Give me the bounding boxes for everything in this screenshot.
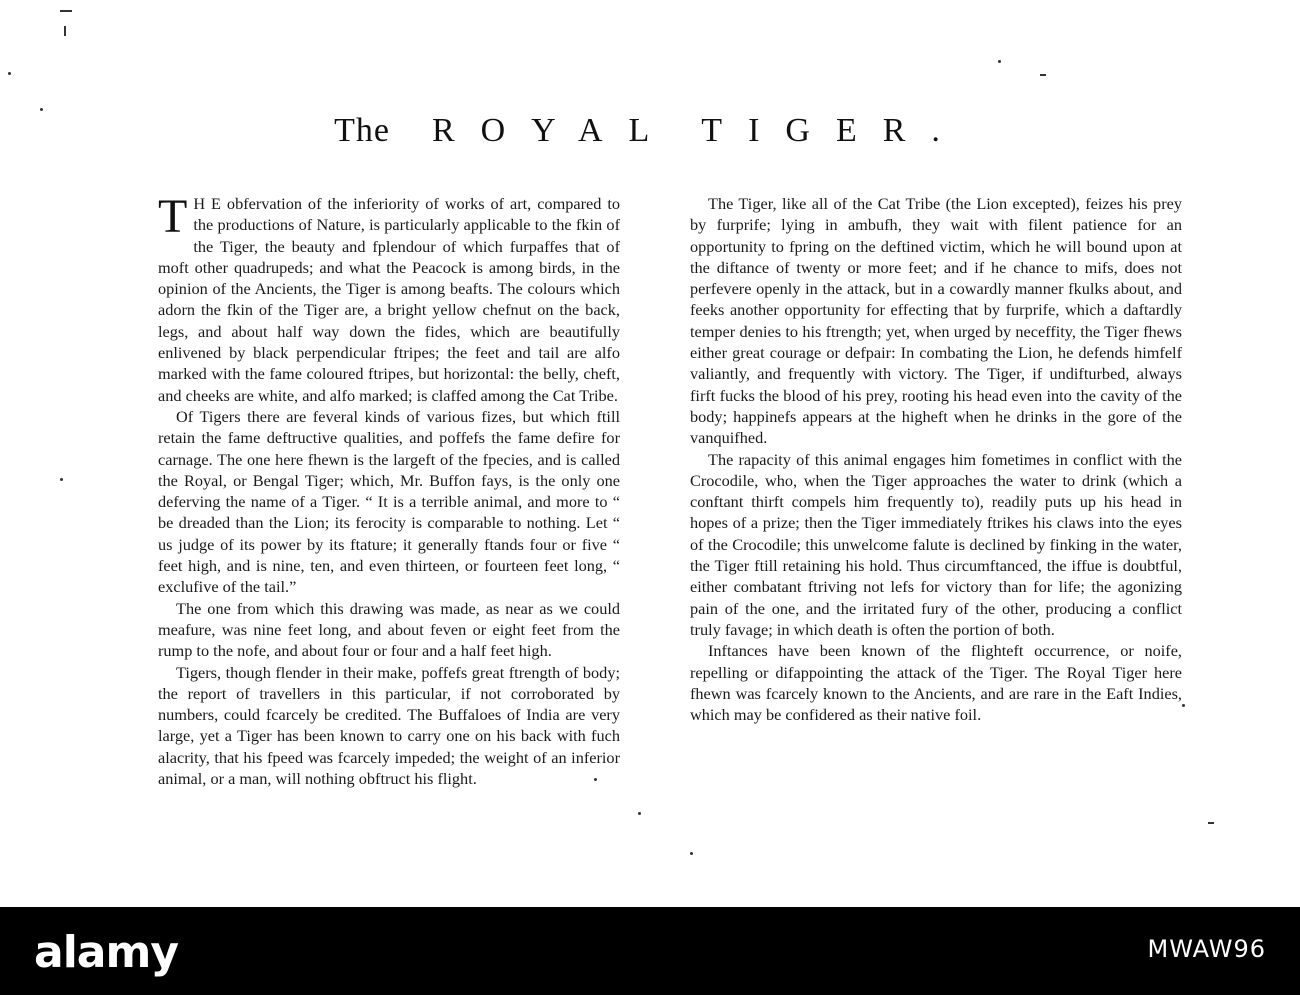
image-id: MWAW96	[1147, 935, 1266, 963]
page-speck	[8, 72, 11, 75]
page-speck	[1208, 822, 1214, 824]
title-the: The	[334, 112, 390, 149]
page-title	[0, 112, 1300, 150]
paragraph: Tigers, though flender in their make, poffefs great ftrength of body; the report of travellers in this particular, if not corroborated by numbers, could fcarcely be credited. The Buffaloes of India are very large, yet a Tiger has been known to carry one on his back with fuch alacrity, that his fpeed was fcarcely impeded; the weight of an inferior animal, or a man, will nothing obftruct his flight.	[158, 662, 620, 789]
watermark-footer	[0, 907, 1300, 995]
page-speck	[60, 10, 72, 12]
paragraph: The Tiger, like all of the Cat Tribe (the Lion excepted), feizes his prey by furprife; lying in ambufh, they wait with filent patience for an opportunity to fpring on the deftined victim, which he will bound upon at the diftance of twenty or more feet; and if he chance to mifs, does not perfevere openly in the attack, but in a cowardly manner fkulks about, and feeks another opportunity for effecting that by furprife, which a daftardly temper denies to his ftrength; yet, when urged by neceffity, the Tiger fhews either great courage or defpair: In combating the Lion, he defends himfelf valiantly, and frequently with victory. The Tiger, if undifturbed, always firft fucks the blood of his prey, rooting his head even into the cavity of the body; happinefs appears at the higheft when he drinks in the gore of the vanquifhed.	[690, 194, 1182, 448]
right-text-column	[690, 193, 1182, 725]
page-speck	[1182, 704, 1185, 707]
paragraph: The one from which this drawing was made, as near as we could meafure, was nine feet long, and about feven or eight feet from the rump to the nofe, and about four or four and a half feet high.	[158, 598, 620, 661]
paragraph: Inftances have been known of the flighteft occurrence, or noife, repelling or difappointing the attack of the Tiger. The Royal Tiger here fhewn was fcarcely known to the Ancients, and are rare in the Eaft Indies, which may be confidered as their native foil.	[690, 641, 1182, 725]
title-tiger: TIGER.	[701, 112, 966, 149]
page-speck	[40, 108, 43, 111]
drop-cap: T	[158, 190, 188, 243]
paragraph: The rapacity of this animal engages him fometimes in conflict with the Crocodile, who, when the Tiger approaches the water to drink (which a conftant thirft compels him frequently to), readily puts up his head in hopes of a prize; then the Tiger immediately ftrikes his claws into the eyes of the Crocodile; this unwelcome falute is declined by finking in the water, the Tiger ftill retaining his hold. Thus circumftanced, the iffue is doubtful, either combatant ftriving not lefs for victory than for life; the agonizing pain of the one, and the irritated fury of the other, producing a conflict truly favage; in which death is often the portion of both.	[690, 449, 1182, 639]
page-speck	[690, 852, 693, 855]
left-text-column	[158, 190, 620, 789]
page-speck	[998, 60, 1001, 63]
page-speck	[1040, 74, 1046, 76]
page-speck	[64, 26, 66, 36]
page-speck	[60, 478, 63, 481]
paragraph: Of Tigers there are feveral kinds of various fizes, but which ftill retain the fame deftructive qualities, and poffefs the fame defire for carnage. The one here fhewn is the largeft of the fpecies, and is called the Royal, or Bengal Tiger; which, Mr. Buffon fays, is the only one deferving the name of a Tiger. “ It is a terrible animal, and more to “ be dreaded than the Lion; its ferocity is comparable to nothing. Let “ us judge of its power by its ftature; it generally ftands four or five “ feet high, and is nine, ten, and even thirteen, or fourteen feet long, “ exclufive of the tail.”	[158, 406, 620, 597]
brand-logo: alamy	[34, 927, 178, 978]
paragraph: T H E obfervation of the inferiority of works of art, compared to the productions of Nature, is particularly applicable to the fkin of the Tiger, the beauty and fplendour of which furpaffes that of moft other quadrupeds; and what the Peacock is among birds, in the opinion of the Ancients, the Tiger is among beafts. The colours which adorn the fkin of the Tiger are, a bright yellow chefnut on the back, legs, and about half way down the fides, which are beautifully enlivened by black perpendicular ftripes; the feet and tail are alfo marked with the fame coloured ftripes, but horizontal: the belly, cheft, and cheeks are white, and alfo marked; is claffed among the Cat Tribe.	[158, 190, 620, 405]
page-speck	[638, 812, 641, 815]
title-royal: ROYAL	[431, 112, 676, 149]
